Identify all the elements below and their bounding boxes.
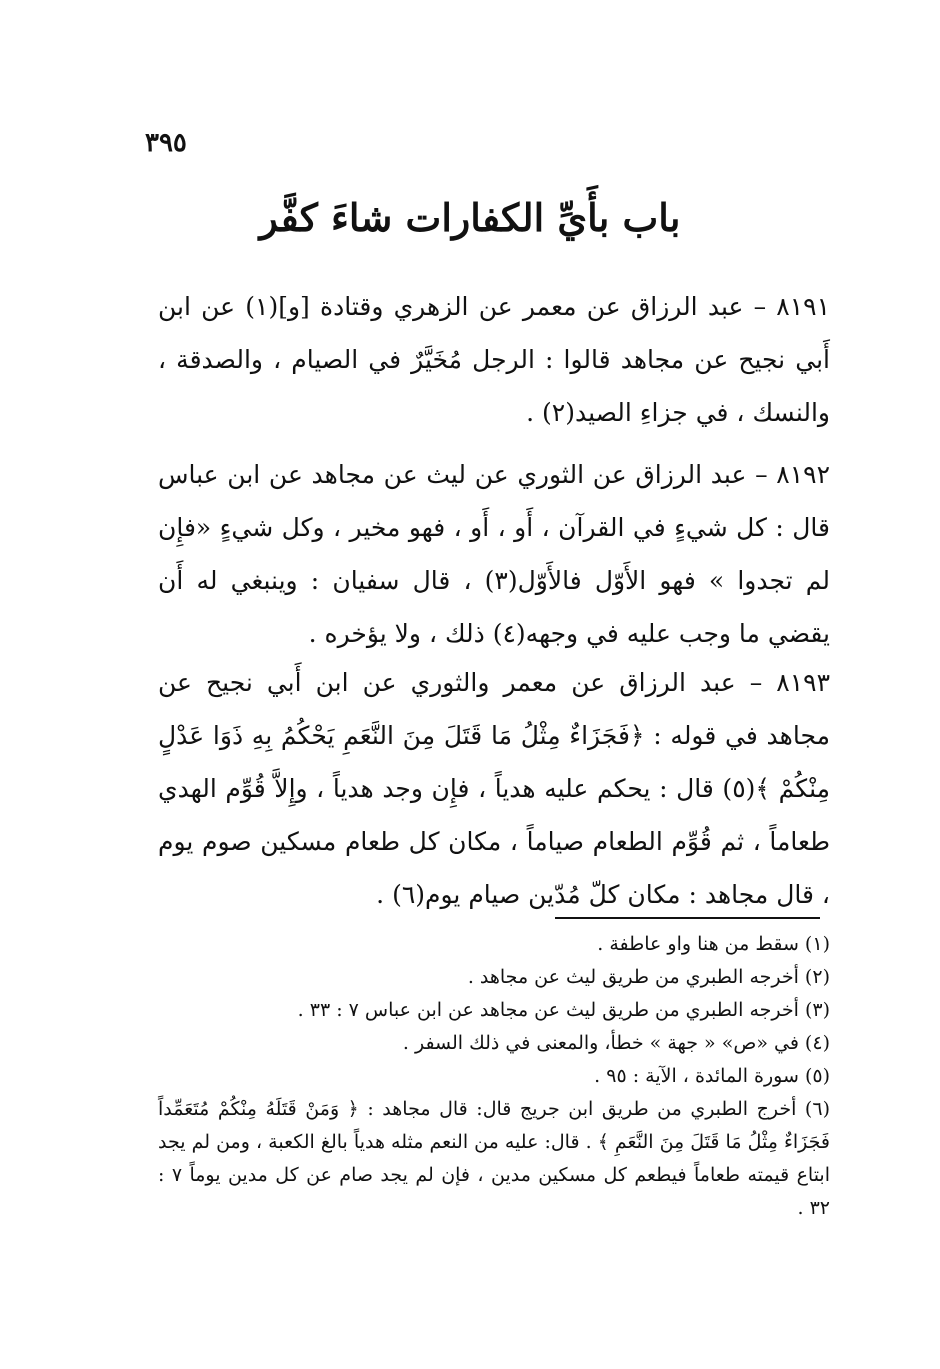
footnote-5: (٥) سورة المائدة ، الآية : ٩٥ . <box>594 1065 830 1087</box>
hadith-8192 <box>158 448 830 660</box>
footnote-1: (١) سقط من هنا واو عاطفة . <box>597 933 830 955</box>
footnote-4: (٤) في «ص» « جهة » خطأ، والمعنى في ذلك السفر . <box>402 1032 830 1054</box>
hadith-text: ٨١٩٢ – عبد الرزاق عن الثوري عن ليث عن مجاهد عن ابن عباس قال : كل شيءٍ في القرآن ، أَو ، أَو ، فهو مخير ، وكل شيءٍ «فإِن لم تجدوا » فهو الأَوّل فالأَوّل(٣) ، قال سفيان : وينبغي له أَن يقضي ما وجب عليه في وجهه(٤) ذلك ، ولا يؤخره . <box>158 460 830 648</box>
chapter-title: باب بأَيِّ الكفارات شاءَ كفَّر <box>259 195 681 240</box>
page-number: ٣٩٥ <box>145 128 187 158</box>
hadith-text: ٨١٩١ – عبد الرزاق عن معمر عن الزهري وقتادة [و](١) عن ابن أَبي نجيح عن مجاهد قالوا : الرجل مُخَيَّرٌ في الصيام ، والصدقة ، والنسك ، في جزاءِ الصيد(٢) . <box>158 292 831 427</box>
footnotes <box>158 928 830 1225</box>
footnote-divider <box>555 917 820 919</box>
footnote-6: (٦) أخرج الطبري من طريق ابن جريج قال: قال مجاهد : ﴿ وَمَنْ قَتَلَهُ مِنْكُمْ مُتَعَمِّداً فَجَزَاءٌ مِثْلُ مَا قَتَلَ مِنَ النَّعَمِ ﴾ . قال: عليه من النعم مثله هدياً بالغ الكعبة ، ومن لم يجد ابتاع قيمته طعاماً فيطعم كل مسكين مدين ، فإن لم يجد صام عن كل مدين يوماً ٧ : ٣٢ . <box>158 1098 831 1219</box>
footnote-2: (٢) أخرجه الطبري من طريق ليث عن مجاهد . <box>467 966 830 988</box>
footnote-3: (٣) أخرجه الطبري من طريق ليث عن مجاهد عن ابن عباس ٧ : ٣٣ . <box>297 999 830 1021</box>
hadith-text: ٨١٩٣ – عبد الرزاق عن معمر والثوري عن ابن أَبي نجيح عن مجاهد في قوله : ﴿فَجَزَاءٌ مِثْلُ مَا قَتَلَ مِنَ النَّعَمِ يَحْكُمُ بِهِ ذَوَا عَدْلٍ مِنْكُمْ ﴾(٥) قال : يحكم عليه هدياً ، فإِن وجد هدياً ، وإِلاَّ قُوِّم الهدي طعاماً ، ثم قُوِّم الطعام صياماً ، مكان كل طعام مسكين صوم يوم ، قال مجاهد : مكان كلّ مُدّين صيام يوم(٦) . <box>158 668 830 909</box>
hadith-8191 <box>158 280 830 439</box>
hadith-8193 <box>158 656 830 921</box>
